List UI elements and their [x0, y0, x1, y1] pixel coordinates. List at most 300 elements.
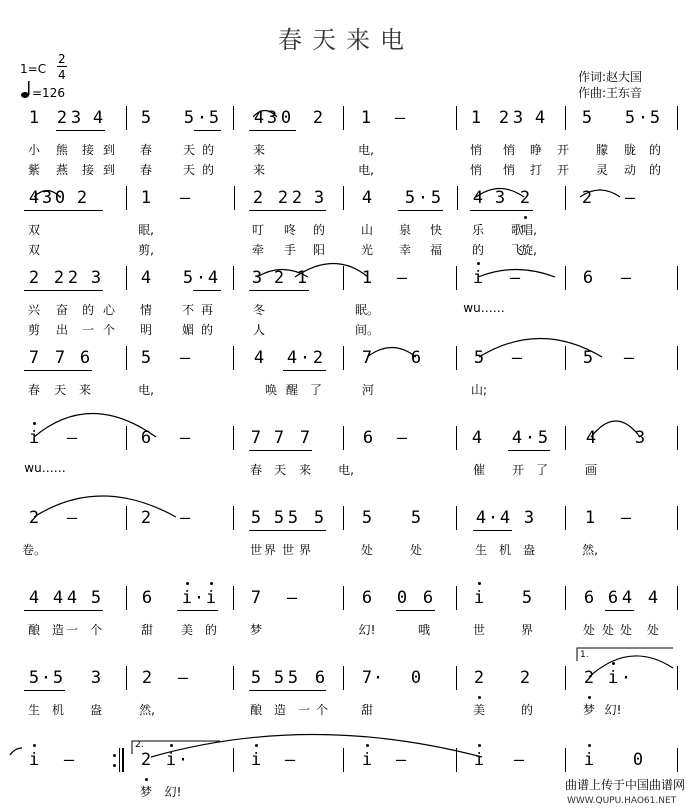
lyric: 到 [102, 163, 116, 177]
note: · [637, 108, 649, 128]
note: 4 [52, 588, 64, 608]
lyric: 的 [648, 143, 662, 157]
lyric: 春 [139, 163, 153, 177]
note: · [40, 668, 52, 688]
note: · [195, 268, 207, 288]
note: 7 [28, 348, 40, 368]
note: 4 [534, 108, 546, 128]
lyric: 眠。 [354, 303, 380, 317]
note: 2 [28, 508, 40, 528]
lyric: 电, [358, 143, 374, 157]
note: 7 [361, 348, 373, 368]
lyric: 眼, [138, 223, 154, 237]
note: 2 [140, 508, 152, 528]
note: i [165, 750, 177, 770]
note: i [250, 750, 262, 770]
note: 7 [250, 588, 262, 608]
note: – [513, 750, 525, 770]
note: 2 [28, 268, 40, 288]
note: 6 [410, 348, 422, 368]
note: 6 [607, 588, 619, 608]
lyric: 盎 [522, 543, 536, 557]
lyric: 哦 [417, 623, 431, 637]
lyric: 界 [263, 543, 277, 557]
lyric: 盎 [89, 703, 103, 717]
note: 4 [253, 348, 265, 368]
note: 6 [362, 428, 374, 448]
note: 5 [273, 508, 285, 528]
lyric: 的 [471, 243, 485, 257]
lyric: 光 [360, 243, 374, 257]
slur [34, 496, 176, 517]
slur [591, 421, 640, 437]
note: · [620, 668, 632, 688]
lyric: 剪, [138, 243, 154, 257]
lyric: 打 [529, 163, 543, 177]
lyric: 酿 [249, 703, 263, 717]
lyric: 幻! [358, 623, 376, 637]
note: 4 [647, 588, 659, 608]
note: 6 [361, 588, 373, 608]
lyric: 幸 [398, 243, 412, 257]
slur [367, 348, 416, 358]
note: 1 [360, 108, 372, 128]
note: i [361, 750, 373, 770]
note: 3 [634, 428, 646, 448]
note: 0 [54, 188, 66, 208]
slur [589, 656, 673, 677]
note: 3 [251, 268, 263, 288]
lyric: 一 [81, 323, 95, 337]
lyric: 一 [65, 623, 79, 637]
lyric: 世 [249, 543, 263, 557]
note: 5 [90, 588, 102, 608]
note: 3 [523, 508, 535, 528]
note: 2 [252, 188, 264, 208]
slur [34, 191, 60, 198]
lyric: 河 [361, 383, 375, 397]
lyric: 电, [338, 463, 354, 477]
lyric: 剪 [27, 323, 41, 337]
note: · [524, 428, 536, 448]
note: 4 [475, 508, 487, 528]
lyric: 春 [139, 143, 153, 157]
note: 5 [140, 348, 152, 368]
note: 2 [141, 668, 153, 688]
lyric: 旋, [521, 243, 537, 257]
note: 5 [287, 508, 299, 528]
lyric: 睁 [529, 143, 543, 157]
note: 3 [512, 108, 524, 128]
lyric: 熊 [55, 143, 69, 157]
note: 3 [90, 268, 102, 288]
lyric: 天 [182, 143, 196, 157]
lyric: 歌 [510, 223, 524, 237]
note: i [473, 588, 485, 608]
note: 6 [583, 588, 595, 608]
volta-bracket [132, 741, 220, 754]
note: 1 [140, 188, 152, 208]
note: – [66, 428, 78, 448]
note: i [473, 750, 485, 770]
note: 2 [140, 750, 152, 770]
lyric: 的 [200, 323, 214, 337]
lyric: 山; [470, 383, 488, 397]
lyric: 到 [102, 143, 116, 157]
lyric: 再 [200, 303, 214, 317]
note: – [66, 508, 78, 528]
note: 5 [273, 668, 285, 688]
note: 7 [54, 348, 66, 368]
lyric: 飞 [510, 243, 524, 257]
note: i [205, 588, 217, 608]
lyric: 来 [78, 383, 92, 397]
lyric: 一 [297, 703, 311, 717]
note: 0 [632, 750, 644, 770]
lyric: 唱, [521, 223, 537, 237]
lyric: 画 [584, 463, 598, 477]
lyric: 生 [27, 703, 41, 717]
note: 4 [585, 428, 597, 448]
lyric: 梦 [139, 785, 153, 799]
lyric: 天 [182, 163, 196, 177]
note: i [28, 750, 40, 770]
lyric: 卷。 [21, 543, 47, 557]
lyric: 山 [360, 223, 374, 237]
note: · [299, 348, 311, 368]
note: 2 [56, 108, 68, 128]
note: 5 [287, 668, 299, 688]
note: 6 [422, 588, 434, 608]
lyric: 唤 [264, 383, 278, 397]
note: – [396, 428, 408, 448]
lyric: 悄 [469, 143, 483, 157]
lyric: 天 [273, 463, 287, 477]
lyric: 媚 [181, 323, 195, 337]
lyric: 冬 [252, 303, 266, 317]
lyric: 生 [474, 543, 488, 557]
note: 5 [140, 108, 152, 128]
note: – [177, 668, 189, 688]
slur [253, 111, 277, 118]
note: 5 [404, 188, 416, 208]
note: 2 [498, 108, 510, 128]
note: 2 [76, 188, 88, 208]
note: 5 [361, 508, 373, 528]
note: 1 [361, 268, 373, 288]
note: 5 [521, 588, 533, 608]
lyric: 快 [429, 223, 443, 237]
lyric: 的 [201, 143, 215, 157]
lyric: 个 [89, 623, 103, 637]
note: 7 [273, 428, 285, 448]
note: · [193, 588, 205, 608]
note: – [179, 508, 191, 528]
note: 3 [41, 188, 53, 208]
slur [476, 189, 524, 198]
lyric: 奋 [55, 303, 69, 317]
watermark-url: WWW.QUPU.HAO61.NET [567, 796, 677, 806]
note: 7 [299, 428, 311, 448]
note: 1 [584, 508, 596, 528]
note: 0 [280, 108, 292, 128]
note: – [63, 750, 75, 770]
lyric: 醒 [285, 383, 299, 397]
lyric: 美 [180, 623, 194, 637]
note: 1 [470, 108, 482, 128]
lyric: 处 [582, 623, 596, 637]
lyric: 了 [309, 383, 323, 397]
lyric: 梦 [249, 623, 263, 637]
lyric: 间。 [354, 323, 380, 337]
note: – [396, 268, 408, 288]
note: – [395, 750, 407, 770]
note: 6 [141, 588, 153, 608]
lyric: 然, [139, 703, 155, 717]
lyric: 催 [472, 463, 486, 477]
note: 5 [250, 508, 262, 528]
note: 4 [286, 348, 298, 368]
note: 5 [313, 508, 325, 528]
lyricist-credit: 作词:赵大国 [578, 70, 643, 84]
lyric: 双 [27, 243, 41, 257]
lyric: 天 [53, 383, 67, 397]
lyric: 兴 [27, 303, 41, 317]
note: 6 [79, 348, 91, 368]
lyric: 春 [27, 383, 41, 397]
lyric: 悄 [502, 143, 516, 157]
note: 2 [277, 188, 289, 208]
note: – [286, 588, 298, 608]
lyric: 开 [556, 143, 570, 157]
lyric: 福 [429, 243, 443, 257]
slur [295, 264, 368, 278]
note: – [624, 188, 636, 208]
note: i [181, 588, 193, 608]
note: 5 [624, 108, 636, 128]
note: 2 [312, 108, 324, 128]
note: i [28, 428, 40, 448]
lyric: 来 [252, 163, 266, 177]
note: 5 [430, 188, 442, 208]
note: 6 [582, 268, 594, 288]
note: 7 [250, 428, 262, 448]
lyric: 电, [138, 383, 154, 397]
note: 5 [537, 428, 549, 448]
lyric: 不 [181, 303, 195, 317]
lyric: 处 [646, 623, 660, 637]
lyric: 开 [511, 463, 525, 477]
note: 5 [208, 108, 220, 128]
lyric: 的 [204, 623, 218, 637]
note: 4 [28, 188, 40, 208]
note: 4 [253, 108, 265, 128]
watermark-text: 曲谱上传于中国曲谱网 [565, 778, 686, 792]
lyric: 人 [252, 323, 266, 337]
note: 2 [273, 268, 285, 288]
note: 4 [28, 588, 40, 608]
lyric: 的 [312, 223, 326, 237]
note: 3 [313, 188, 325, 208]
lyric: 手 [283, 243, 297, 257]
note: – [623, 348, 635, 368]
note: 2 [473, 668, 485, 688]
lyric: 明 [139, 323, 153, 337]
lyric: 造 [273, 703, 287, 717]
note: 2 [291, 188, 303, 208]
lyric: 燕 [55, 163, 69, 177]
lyric: 来 [298, 463, 312, 477]
lyric: 电, [358, 163, 374, 177]
lyric: 个 [315, 703, 329, 717]
note: – [620, 508, 632, 528]
lyric: 叮 [251, 223, 265, 237]
note: 5 [182, 268, 194, 288]
lyric: 幻! [604, 703, 622, 717]
lyric: wu…… [463, 301, 505, 315]
lyric: 处 [601, 623, 615, 637]
lyric: wu…… [24, 461, 66, 475]
note: 2 [53, 268, 65, 288]
note: i [607, 668, 619, 688]
note: 7 [361, 668, 373, 688]
lyric: 机 [498, 543, 512, 557]
lyric: 甜 [360, 703, 374, 717]
note: 5 [52, 668, 64, 688]
lyric: 紫 [27, 163, 41, 177]
note: 5 [250, 668, 262, 688]
slur [580, 190, 620, 197]
lyric: 的 [81, 303, 95, 317]
note: – [509, 268, 521, 288]
lyric: 处 [409, 543, 423, 557]
note: 3 [90, 668, 102, 688]
volta-2-label: 2. [135, 740, 144, 750]
slur [478, 270, 555, 278]
note: · [487, 508, 499, 528]
lyric: 界 [298, 543, 312, 557]
note: 5 [473, 348, 485, 368]
note: – [284, 750, 296, 770]
note: 5 [581, 108, 593, 128]
note: 4 [472, 188, 484, 208]
note: 4 [499, 508, 511, 528]
lyric: 小 [27, 143, 41, 157]
note: · [372, 668, 384, 688]
lyric: 朦 [595, 143, 609, 157]
lyric: 来 [252, 143, 266, 157]
lyric: 幻! [164, 785, 182, 799]
lyric: 处 [360, 543, 374, 557]
lyric: 出 [55, 323, 69, 337]
lyric: 双 [27, 223, 41, 237]
note: 6 [314, 668, 326, 688]
volta-bracket [577, 648, 673, 661]
lyric: 个 [102, 323, 116, 337]
lyric: 牵 [251, 243, 265, 257]
lyric: 春 [249, 463, 263, 477]
song-title: 春天来电 [278, 26, 414, 54]
note: – [511, 348, 523, 368]
note: 5 [28, 668, 40, 688]
lyric: 的 [520, 703, 534, 717]
slur [34, 414, 156, 438]
lyric: 乐 [471, 223, 485, 237]
lyric: 造 [51, 623, 65, 637]
note: · [417, 188, 429, 208]
note: 5 [649, 108, 661, 128]
time-signature-top: 2 [58, 52, 66, 66]
note: 2 [519, 188, 531, 208]
lyric: 灵 [595, 163, 609, 177]
lyric: 的 [201, 163, 215, 177]
lyric: 机 [51, 703, 65, 717]
lyric: 世 [472, 623, 486, 637]
note: 3 [494, 188, 506, 208]
slur [10, 748, 22, 755]
lyric: 梦 [582, 703, 596, 717]
note: – [394, 108, 406, 128]
lyric: 动 [623, 163, 637, 177]
lyric: 甜 [140, 623, 154, 637]
time-signature-bottom: 4 [58, 68, 66, 82]
key-signature: 1=C [20, 62, 47, 76]
note: 0 [410, 668, 422, 688]
note: 6 [140, 428, 152, 448]
note: i [472, 268, 484, 288]
note: – [620, 268, 632, 288]
slur [151, 735, 482, 758]
note: 3 [70, 108, 82, 128]
lyric: 咚 [283, 223, 297, 237]
note: 2 [312, 348, 324, 368]
lyric: 接 [81, 163, 95, 177]
note: 4 [140, 268, 152, 288]
lyric: 酿 [27, 623, 41, 637]
note: – [179, 188, 191, 208]
lyric: 世 [281, 543, 295, 557]
lyric: 了 [535, 463, 549, 477]
lyric: 泉 [398, 223, 412, 237]
lyric: 胧 [623, 143, 637, 157]
lyric: 悄 [502, 163, 516, 177]
note: i [583, 750, 595, 770]
lyric: 美 [472, 703, 486, 717]
lyric: 阳 [312, 243, 326, 257]
note: 2 [519, 668, 531, 688]
lyric: 开 [556, 163, 570, 177]
lyric: 情 [139, 303, 153, 317]
slur [479, 339, 602, 358]
note: 4 [207, 268, 219, 288]
lyric: 心 [102, 303, 116, 317]
note: – [179, 428, 191, 448]
note: 4 [66, 588, 78, 608]
note: 0 [396, 588, 408, 608]
note: 5 [410, 508, 422, 528]
tempo-marking: =126 [32, 86, 65, 100]
note: 4 [471, 428, 483, 448]
lyric: 接 [81, 143, 95, 157]
note: – [179, 348, 191, 368]
lyric: 然, [582, 543, 598, 557]
note: 5 [582, 348, 594, 368]
note: 2 [583, 668, 595, 688]
note: 2 [67, 268, 79, 288]
lyric: 悄 [469, 163, 483, 177]
note: 4 [621, 588, 633, 608]
note: · [196, 108, 208, 128]
